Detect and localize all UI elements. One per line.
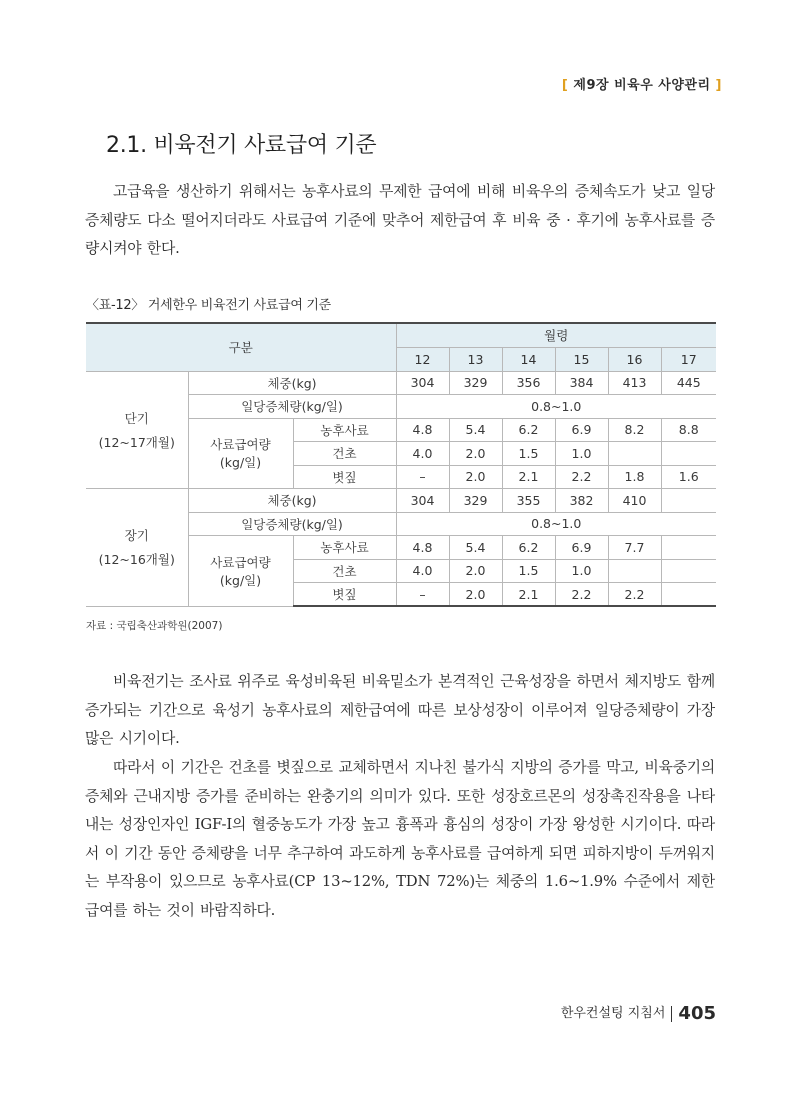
group-name: 단기 <box>124 410 149 426</box>
table-row <box>86 489 716 513</box>
table-cell: – <box>396 465 449 489</box>
chapter-header <box>562 74 722 93</box>
table-cell: 329 <box>449 489 502 513</box>
table-cell <box>661 442 716 466</box>
intro-paragraph-text: 고급육을 생산하기 위해서는 농후사료의 무제한 급여에 비해 비육우의 증체속도가 낮고 일당증체량도 다소 떨어지더라도 사료급여 기준에 맞추어 제한급여 후 비육 중 · 후기에 농후사료를 증량시켜야 한다. <box>85 183 715 257</box>
footer-divider <box>671 1006 672 1022</box>
row-label-gain: 일당증체량(kg/일) <box>188 395 396 419</box>
feed-type-label: 농후사료 <box>293 418 396 442</box>
feed-type-label: 건초 <box>293 559 396 583</box>
table-cell <box>661 583 716 607</box>
table-cell: 304 <box>396 489 449 513</box>
table-cell: 1.6 <box>661 465 716 489</box>
table-cell: 2.2 <box>555 465 608 489</box>
month-header: 13 <box>449 347 502 371</box>
table-cell: 6.2 <box>502 536 555 560</box>
table-cell: 7.7 <box>608 536 661 560</box>
table-cell: 413 <box>608 371 661 395</box>
table-cell: 6.2 <box>502 418 555 442</box>
header-month-label: 월령 <box>396 323 716 347</box>
table-cell: 1.0 <box>555 559 608 583</box>
table-cell: 1.8 <box>608 465 661 489</box>
table-cell-gain: 0.8~1.0 <box>396 395 716 419</box>
feed-type-label: 건초 <box>293 442 396 466</box>
table-cell: 2.0 <box>449 465 502 489</box>
chapter-title: 제9장 비육우 사양관리 <box>573 78 711 93</box>
intro-paragraph <box>85 178 715 264</box>
body-paragraph-1-text: 비육전기는 조사료 위주로 육성비육된 비육밑소가 본격적인 근육성장을 하면서 체지방도 함께 증가되는 기간으로 육성기 농후사료의 제한급여에 따른 보상성장이 이루어져 일당증체량이 가장 많은 시기이다. <box>85 673 715 747</box>
table-cell: 1.5 <box>502 559 555 583</box>
table-caption: 〈표-12〉 거세한우 비육전기 사료급여 기준 <box>86 298 331 313</box>
table-cell: 445 <box>661 371 716 395</box>
table-cell: 2.0 <box>449 583 502 607</box>
table-cell <box>608 442 661 466</box>
table-source: 자료 : 국립축산과학원(2007) <box>86 620 223 632</box>
table-cell-gain: 0.8~1.0 <box>396 512 716 536</box>
group-name: 장기 <box>124 528 149 544</box>
feeding-standard-table <box>86 322 716 607</box>
group-period: (12~17개월) <box>98 434 175 450</box>
page-number: 405 <box>678 1003 716 1024</box>
book-title: 한우컨설팅 지침서 <box>560 1006 666 1021</box>
table-cell: – <box>396 583 449 607</box>
table-cell: 4.8 <box>396 418 449 442</box>
feed-unit: (kg/일) <box>219 455 262 471</box>
body-paragraph-2 <box>85 754 715 925</box>
month-header: 16 <box>608 347 661 371</box>
table-cell: 4.0 <box>396 559 449 583</box>
group-label <box>86 489 188 607</box>
table-cell: 5.4 <box>449 418 502 442</box>
table-cell: 355 <box>502 489 555 513</box>
table-cell <box>661 536 716 560</box>
feed-type-label: 볏짚 <box>293 583 396 607</box>
month-header: 17 <box>661 347 716 371</box>
month-header: 12 <box>396 347 449 371</box>
feed-label: 사료급여량 <box>210 437 271 453</box>
table-header-row <box>86 323 716 347</box>
feed-type-label: 농후사료 <box>293 536 396 560</box>
table-cell: 382 <box>555 489 608 513</box>
row-label-weight: 체중(kg) <box>188 371 396 395</box>
row-label-gain: 일당증체량(kg/일) <box>188 512 396 536</box>
table-cell: 2.0 <box>449 442 502 466</box>
table-cell: 4.0 <box>396 442 449 466</box>
table-cell: 5.4 <box>449 536 502 560</box>
table-cell: 8.8 <box>661 418 716 442</box>
table-cell: 2.2 <box>608 583 661 607</box>
table-cell: 1.0 <box>555 442 608 466</box>
chapter-bracket-open: [ <box>561 78 569 93</box>
table-cell: 329 <box>449 371 502 395</box>
month-header: 14 <box>502 347 555 371</box>
table-cell: 8.2 <box>608 418 661 442</box>
month-header: 15 <box>555 347 608 371</box>
table-cell: 1.5 <box>502 442 555 466</box>
body-paragraph-1 <box>85 668 715 754</box>
row-label-weight: 체중(kg) <box>188 489 396 513</box>
table-cell: 356 <box>502 371 555 395</box>
table-cell <box>661 489 716 513</box>
feed-amount-label <box>188 536 293 607</box>
section-title: 2.1. 비육전기 사료급여 기준 <box>106 133 377 158</box>
group-period: (12~16개월) <box>98 552 175 568</box>
body-paragraph-2-text: 따라서 이 기간은 건초를 볏짚으로 교체하면서 지나친 불가식 지방의 증가를 막고, 비육중기의 증체와 근내지방 증가를 준비하는 완충기의 의미가 있다. 또한 성장호르몬의 성장촉진작용을 나타내는 성장인자인 IGF-Ⅰ의 혈중농도가 가장 높고 흉폭과 흉심의 성장이 가장 왕성한 시기이다. 따라서 이 기간 동안 증체량을 너무 추구하여 과도하게 농후사료를 급여하게 되면 피하지방이 두꺼워지는 부작용이 있으므로 농후사료(CP 13~12%, TDN 72%)는 체중의 1.6~1.9% 수준에서 제한급여를 하는 것이 바람직하다. <box>85 759 715 919</box>
table-row <box>86 371 716 395</box>
table-cell: 2.2 <box>555 583 608 607</box>
header-group-label: 구분 <box>86 323 396 371</box>
table-cell: 2.0 <box>449 559 502 583</box>
table-cell: 304 <box>396 371 449 395</box>
chapter-bracket-close: ] <box>715 78 722 93</box>
table-cell: 2.1 <box>502 465 555 489</box>
feed-type-label: 볏짚 <box>293 465 396 489</box>
feed-unit: (kg/일) <box>219 572 262 588</box>
table-cell <box>661 559 716 583</box>
table-cell <box>608 559 661 583</box>
table-cell: 384 <box>555 371 608 395</box>
feed-amount-label <box>188 418 293 489</box>
table-cell: 2.1 <box>502 583 555 607</box>
table-cell: 4.8 <box>396 536 449 560</box>
group-label <box>86 371 188 489</box>
page-footer <box>561 1002 716 1024</box>
table-cell: 6.9 <box>555 418 608 442</box>
table-cell: 410 <box>608 489 661 513</box>
feed-label: 사료급여량 <box>210 554 271 570</box>
table-cell: 6.9 <box>555 536 608 560</box>
